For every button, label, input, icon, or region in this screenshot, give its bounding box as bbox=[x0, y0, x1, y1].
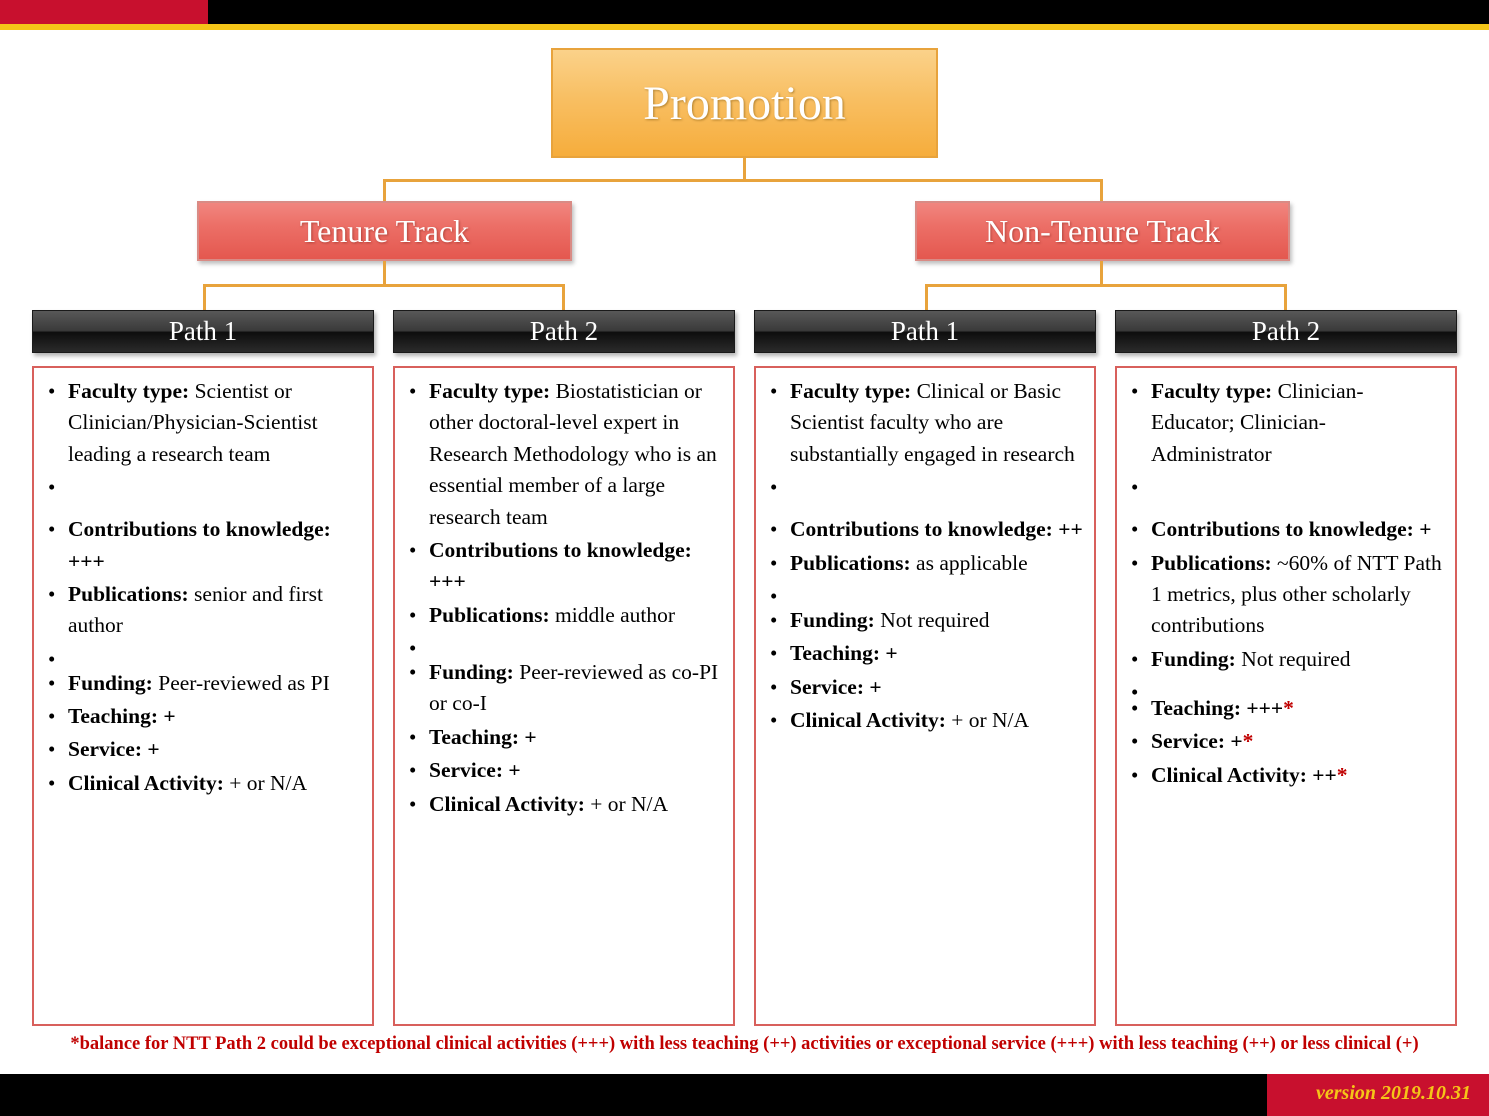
criteria-funding bbox=[790, 605, 1084, 636]
criteria-value: middle author bbox=[549, 602, 676, 627]
criteria-value: + or N/A bbox=[223, 770, 308, 795]
criteria-value: +++ bbox=[1241, 696, 1284, 720]
connector-nontenure-stem bbox=[1100, 261, 1103, 286]
criteria-label: Faculty type: bbox=[1151, 379, 1273, 403]
criteria-service bbox=[68, 734, 362, 765]
spacer bbox=[790, 472, 1084, 512]
connector-nontenure-path1 bbox=[925, 284, 928, 310]
criteria-value: Clinician-Educator; Clinician-Administrator bbox=[1151, 379, 1364, 466]
promotion-root-label: Promotion bbox=[643, 76, 846, 130]
criteria-label: Faculty type: bbox=[429, 379, 551, 403]
criteria-publications bbox=[429, 600, 723, 631]
criteria-list bbox=[38, 376, 366, 799]
criteria-list bbox=[399, 376, 727, 820]
criteria-value: Not required bbox=[1235, 646, 1351, 671]
criteria-label: Funding: bbox=[429, 660, 514, 684]
criteria-publications bbox=[68, 579, 362, 642]
criteria-clinical-activity bbox=[429, 789, 723, 820]
criteria-value: Not required bbox=[874, 607, 990, 632]
criteria-label: Publications: bbox=[790, 550, 911, 575]
criteria-faculty-type bbox=[68, 376, 362, 470]
criteria-funding bbox=[68, 668, 362, 699]
criteria-label: Teaching: bbox=[1151, 696, 1241, 720]
criteria-service bbox=[1151, 726, 1445, 757]
criteria-value: + bbox=[1225, 729, 1243, 754]
criteria-value: ~60% of NTT Path 1 metrics, plus other scholarly contributions bbox=[1151, 550, 1442, 638]
footnote-star-service: * bbox=[1242, 729, 1254, 754]
criteria-faculty-type bbox=[1151, 376, 1445, 470]
criteria-label: Contributions to knowledge: bbox=[790, 517, 1053, 542]
spacer bbox=[68, 644, 362, 666]
criteria-teaching bbox=[68, 701, 362, 732]
criteria-label: Clinical Activity: bbox=[1151, 762, 1307, 787]
criteria-value: + bbox=[503, 758, 521, 783]
criteria-clinical-activity bbox=[68, 768, 362, 799]
path-header-label: Path 2 bbox=[1251, 316, 1321, 346]
footnote-star-clinical: * bbox=[1336, 762, 1348, 787]
connector-tenure-path2 bbox=[562, 284, 565, 310]
criteria-funding bbox=[429, 657, 723, 720]
connector-to-nontenure-track bbox=[1100, 179, 1103, 201]
non-tenure-track-node bbox=[915, 201, 1290, 261]
criteria-list bbox=[1121, 376, 1449, 791]
path-header-nontenure-path1 bbox=[754, 310, 1096, 353]
criteria-service bbox=[429, 755, 723, 786]
criteria-label: Teaching: bbox=[790, 641, 880, 666]
criteria-value: ++ bbox=[1052, 517, 1083, 542]
path-header-nontenure-path2 bbox=[1115, 310, 1457, 353]
criteria-label: Clinical Activity: bbox=[790, 708, 946, 732]
criteria-label: Clinical Activity: bbox=[429, 791, 585, 816]
connector-tenure-horizontal bbox=[203, 284, 565, 287]
criteria-value: Peer-reviewed as co-PI or co-I bbox=[429, 660, 719, 716]
spacer bbox=[1151, 472, 1445, 512]
criteria-service bbox=[790, 672, 1084, 703]
footnote-star-teaching: * bbox=[1283, 696, 1294, 720]
criteria-value: + bbox=[864, 674, 882, 699]
criteria-value: Scientist or Clinician/Physician-Scientist leading a research team bbox=[68, 379, 318, 466]
connector-tenure-stem bbox=[383, 261, 386, 286]
criteria-list bbox=[760, 376, 1088, 736]
criteria-label: Faculty type: bbox=[68, 379, 190, 403]
criteria-label: Publications: bbox=[1151, 550, 1272, 575]
spacer bbox=[790, 581, 1084, 603]
criteria-label: Funding: bbox=[68, 670, 153, 695]
criteria-label: Service: bbox=[790, 674, 865, 699]
spacer bbox=[429, 633, 723, 655]
connector-root-stem bbox=[743, 158, 746, 181]
spacer bbox=[68, 472, 362, 512]
tenure-track-label: Tenure Track bbox=[299, 212, 470, 249]
path-header-label: Path 1 bbox=[890, 316, 960, 346]
criteria-value: + bbox=[158, 704, 176, 728]
criteria-value: + or N/A bbox=[945, 708, 1030, 732]
criteria-contributions bbox=[790, 514, 1084, 545]
criteria-label: Publications: bbox=[429, 602, 550, 627]
criteria-label: Service: bbox=[1151, 729, 1226, 754]
criteria-value: + bbox=[142, 737, 160, 762]
criteria-faculty-type bbox=[429, 376, 723, 533]
criteria-panel-tenure-path2 bbox=[393, 366, 735, 1026]
connector-nontenure-horizontal bbox=[925, 284, 1287, 287]
criteria-teaching bbox=[429, 722, 723, 753]
criteria-contributions bbox=[68, 514, 362, 577]
connector-nontenure-path2 bbox=[1284, 284, 1287, 310]
criteria-teaching bbox=[790, 638, 1084, 669]
criteria-value: ++ bbox=[1306, 762, 1337, 787]
criteria-value: Clinical or Basic Scientist faculty who are substantially engaged in research bbox=[790, 379, 1075, 466]
top-bar-red-block bbox=[0, 0, 208, 24]
connector-tenure-path1 bbox=[203, 284, 206, 310]
criteria-value: + bbox=[880, 641, 898, 666]
path-header-tenure-path2 bbox=[393, 310, 735, 353]
top-bar-yellow-stripe bbox=[0, 24, 1489, 30]
criteria-clinical-activity bbox=[1151, 760, 1445, 791]
connector-root-horizontal bbox=[383, 179, 1103, 182]
criteria-panel-nontenure-path2 bbox=[1115, 366, 1457, 1026]
connector-to-tenure-track bbox=[383, 179, 386, 201]
criteria-value: + bbox=[1413, 517, 1432, 542]
footnote-text: *balance for NTT Path 2 could be exceptional clinical activities (+++) with less teaching (++) activities or exceptional service (+++) with less teaching (++) or less clinical (+) bbox=[70, 1034, 1419, 1054]
criteria-value: +++ bbox=[68, 548, 105, 573]
criteria-label: Service: bbox=[68, 737, 143, 762]
criteria-faculty-type bbox=[790, 376, 1084, 470]
criteria-label: Teaching: bbox=[429, 724, 519, 749]
criteria-value: + or N/A bbox=[584, 791, 669, 816]
criteria-label: Funding: bbox=[1151, 646, 1236, 671]
criteria-value: + bbox=[519, 724, 537, 749]
path-header-label: Path 2 bbox=[529, 316, 599, 346]
criteria-publications bbox=[790, 548, 1084, 579]
spacer bbox=[1151, 677, 1445, 691]
tenure-track-node bbox=[197, 201, 572, 261]
criteria-value: Peer-reviewed as PI bbox=[152, 670, 330, 695]
criteria-value: as applicable bbox=[910, 550, 1028, 575]
path-header-tenure-path1 bbox=[32, 310, 374, 353]
version-label: version 2019.10.31 bbox=[1316, 1082, 1471, 1104]
criteria-label: Service: bbox=[429, 758, 504, 783]
criteria-label: Funding: bbox=[790, 607, 875, 632]
criteria-label: Faculty type: bbox=[790, 379, 912, 403]
criteria-contributions bbox=[429, 535, 723, 598]
criteria-publications bbox=[1151, 548, 1445, 642]
criteria-label: Publications: bbox=[68, 581, 189, 606]
bottom-brand-bar bbox=[0, 1074, 1489, 1116]
criteria-contributions bbox=[1151, 514, 1445, 545]
criteria-label: Contributions to knowledge: bbox=[68, 517, 331, 542]
criteria-panel-nontenure-path1 bbox=[754, 366, 1096, 1026]
criteria-teaching bbox=[1151, 693, 1445, 724]
criteria-value: +++ bbox=[429, 569, 466, 594]
path-header-label: Path 1 bbox=[168, 316, 238, 346]
criteria-label: Teaching: bbox=[68, 704, 158, 728]
criteria-clinical-activity bbox=[790, 705, 1084, 736]
promotion-root-node bbox=[551, 48, 938, 158]
criteria-label: Contributions to knowledge: bbox=[429, 537, 692, 562]
criteria-label: Clinical Activity: bbox=[68, 770, 224, 795]
non-tenure-track-label: Non-Tenure Track bbox=[984, 212, 1221, 249]
criteria-value: Biostatistician or other doctoral-level expert in Research Methodology who is an essential member of a large research team bbox=[429, 379, 717, 529]
criteria-value: senior and first author bbox=[68, 581, 323, 638]
criteria-funding bbox=[1151, 644, 1445, 675]
criteria-panel-tenure-path1 bbox=[32, 366, 374, 1026]
criteria-label: Contributions to knowledge: bbox=[1151, 517, 1414, 542]
